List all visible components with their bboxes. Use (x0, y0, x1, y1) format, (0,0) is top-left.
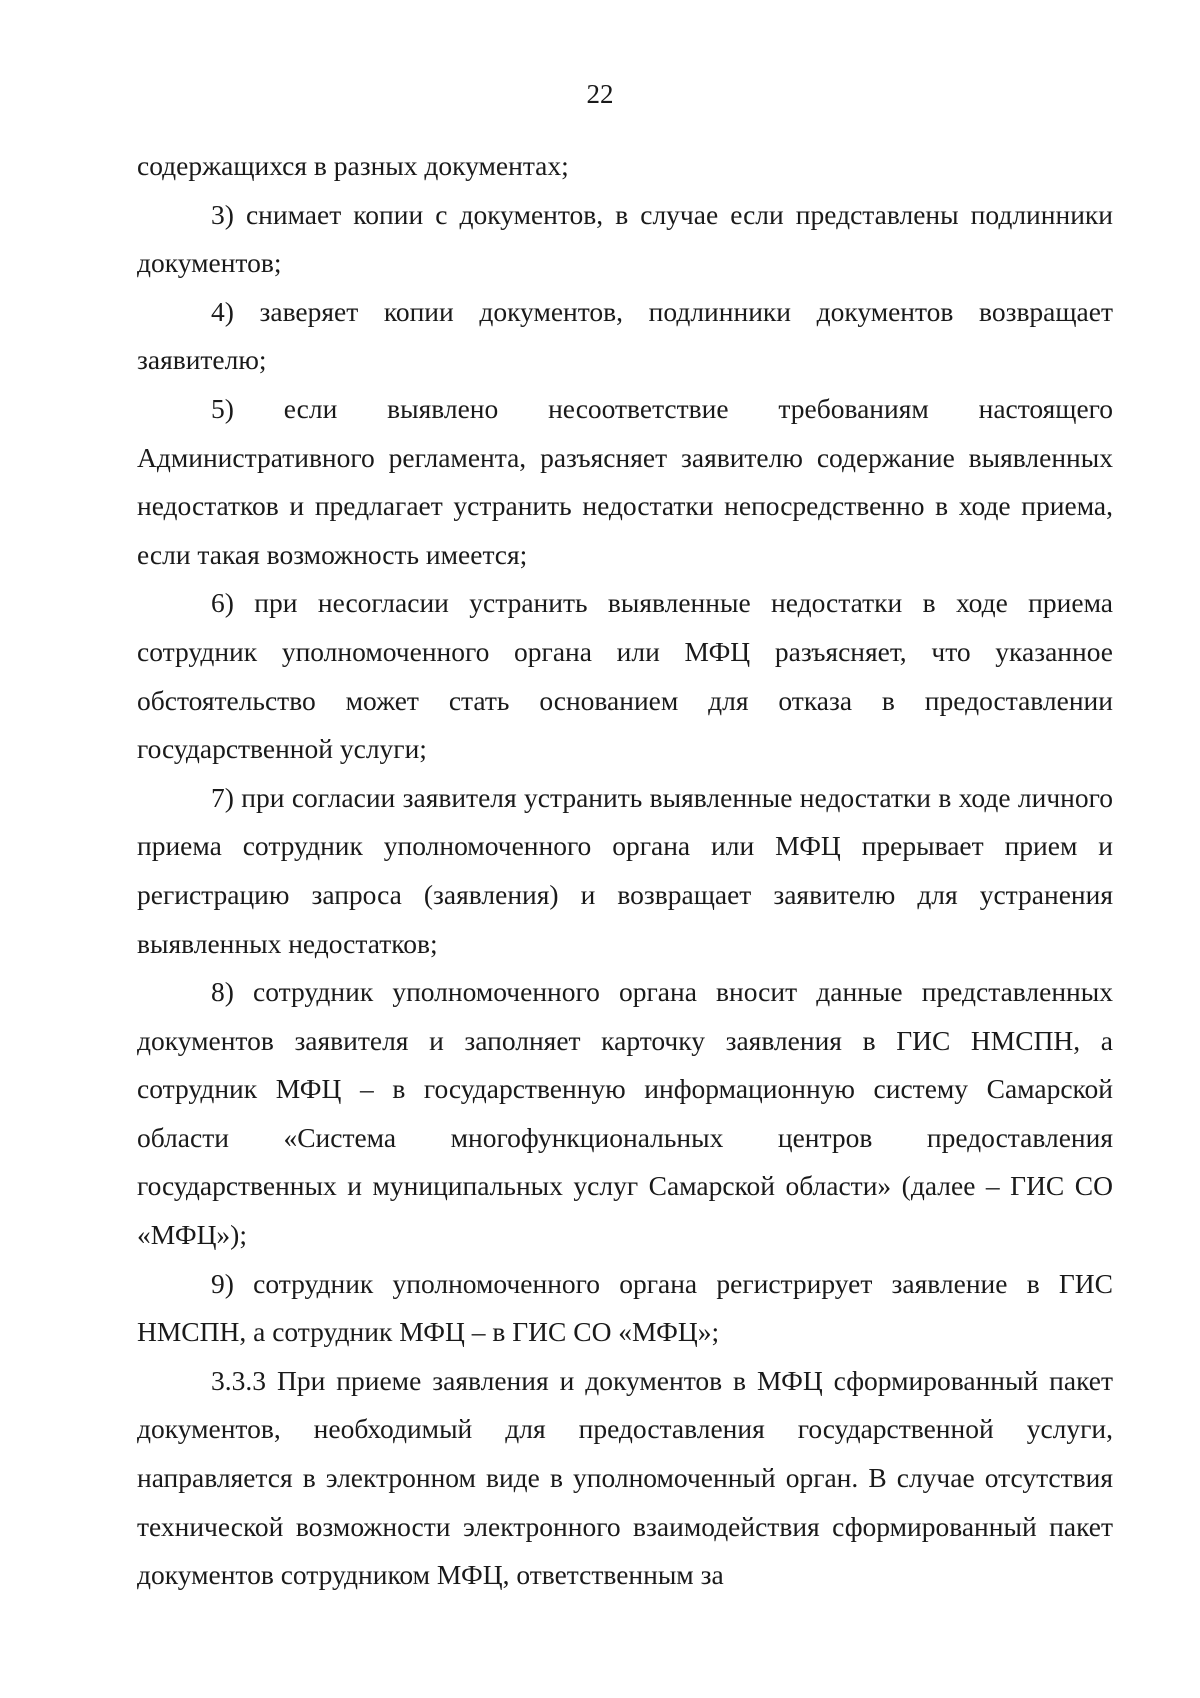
paragraph-item-5: 5) если выявлено несоответствие требованиям настоящего Административного регламента, разъясняет заявителю содержание выявленных недостатков и предлагает устранить недостатки непосредственно в ходе приема, если такая возможность имеется; (137, 392, 1113, 570)
paragraph-section-3-3-3: 3.3.3 При приеме заявления и документов в МФЦ сформированный пакет документов, необходимый для предоставления государственной услуги, направляется в электронном виде в уполномоченный орган. В случае отсутствия технической возможности электронного взаимодействия сформированный пакет документов сотрудником МФЦ, ответственным за (137, 1364, 1113, 1591)
paragraph-item-8: 8) сотрудник уполномоченного органа вносит данные представленных документов заявителя и заполняет карточку заявления в ГИС НМСПН, а сотрудник МФЦ – в государственную информационную систему Самарской области «Система многофункциональных центров предоставления государственных и муниципальных услуг Самарской области» (далее – ГИС СО «МФЦ»); (137, 976, 1113, 1251)
body-text (137, 142, 1113, 1600)
paragraph-item-6: 6) при несогласии устранить выявленные недостатки в ходе приема сотрудник уполномоченного органа или МФЦ разъясняет, что указанное обстоятельство может стать основанием для отказа в предоставлении государственной услуги; (137, 587, 1113, 765)
paragraph-item-4: 4) заверяет копии документов, подлинники документов возвращает заявителю; (137, 295, 1113, 376)
paragraph-item-7: 7) при согласии заявителя устранить выявленные недостатки в ходе личного приема сотрудник уполномоченного органа или МФЦ прерывает прием и регистрацию запроса (заявления) и возвращает заявителю для устранения выявленных недостатков; (137, 781, 1113, 959)
paragraph-item-3: 3) снимает копии с документов, в случае если представлены подлинники документов; (137, 198, 1113, 279)
page-number: 22 (586, 79, 614, 109)
paragraph-item-9: 9) сотрудник уполномоченного органа регистрирует заявление в ГИС НМСПН, а сотрудник МФЦ – в ГИС СО «МФЦ»; (137, 1267, 1113, 1348)
paragraph-continuation: содержащихся в разных документах; (137, 150, 569, 181)
